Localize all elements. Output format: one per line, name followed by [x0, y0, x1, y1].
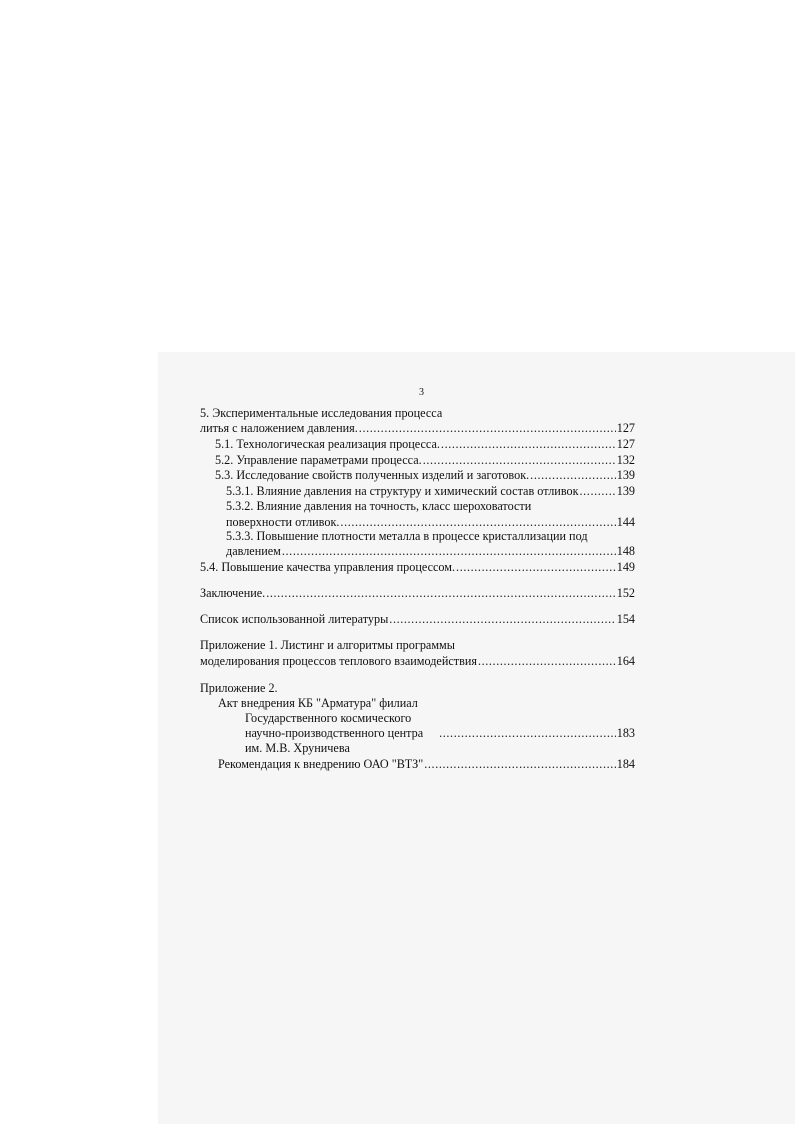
toc-entry-5-3 [215, 468, 635, 482]
leader-dots [530, 468, 616, 482]
toc-appendix-2-act-line2: Государственного космического [245, 711, 412, 725]
toc-entry-label: Заключение. [200, 586, 266, 600]
toc-appendix-2-act-line1: Акт внедрения КБ "Арматура" филиал [218, 696, 418, 710]
toc-page-number: 148 [616, 544, 635, 558]
toc-appendix-2-title: Приложение 2. [200, 681, 278, 695]
leader-dots [439, 726, 616, 740]
toc-page-number: 139 [616, 484, 635, 498]
toc-entry-label: 5.3. Исследование свойств полученных изделий и заготовок. [215, 468, 530, 482]
leader-dots [340, 515, 615, 529]
leader-dots [580, 484, 616, 498]
toc-page-number: 144 [616, 515, 635, 529]
leader-dots [441, 437, 616, 451]
toc-page-number: 152 [616, 586, 635, 600]
toc-entry-label: литья с наложением давления. [200, 421, 358, 435]
toc-entry-label: 5.3.1. Влияние давления на структуру и химический состав отливок [226, 484, 579, 498]
toc-entry-5-3-3-title: 5.3.3. Повышение плотности металла в процессе кристаллизации под [226, 529, 588, 543]
toc-page-number: 149 [616, 560, 635, 574]
toc-entry-label: 5.1. Технологическая реализация процесса. [215, 437, 440, 451]
toc-entry-5-3-2-title: 5.3.2. Влияние давления на точность, класс шероховатости [226, 499, 532, 513]
toc-entry-5-4 [200, 560, 635, 574]
toc-page-number: 127 [616, 421, 635, 435]
toc-entry-label: давлением [226, 544, 281, 558]
leader-dots [359, 421, 616, 435]
toc-appendix-2-act-line4: им. М.В. Хруничева [245, 741, 350, 755]
toc-page-number: 127 [616, 437, 635, 451]
leader-dots [456, 560, 616, 574]
toc-entry-appendix-2-act [245, 726, 635, 740]
toc-entry-5-2 [215, 453, 635, 467]
toc-page-number: 184 [616, 757, 635, 771]
toc-entry-5-3-1 [226, 484, 635, 498]
toc-entry-label: 5.2. Управление параметрами процесса. [215, 453, 422, 467]
toc-page-number: 139 [616, 468, 635, 482]
leader-dots [282, 544, 616, 558]
toc-page-number: 132 [616, 453, 635, 467]
page-number: 3 [419, 387, 424, 398]
toc-entry-label: Рекомендация к внедрению ОАО "ВТЗ" [218, 757, 424, 771]
toc-entry-references [200, 612, 635, 626]
toc-entry-label: моделирования процессов теплового взаимодействия [200, 654, 477, 668]
toc-appendix-1-title: Приложение 1. Листинг и алгоритмы программы [200, 638, 455, 652]
toc-entry-label: Список использованной литературы [200, 612, 389, 626]
leader-dots [266, 586, 616, 600]
leader-dots [478, 654, 616, 668]
toc-entry-5-1 [215, 437, 635, 451]
toc-chapter-5-title: 5. Экспериментальные исследования процесса [200, 406, 443, 420]
toc-page-number: 164 [616, 654, 635, 668]
toc-entry-5-3-3 [226, 544, 635, 558]
toc-entry-appendix-1 [200, 654, 635, 668]
toc-entry-chapter-5 [200, 421, 635, 435]
toc-entry-appendix-2-recommendation [218, 757, 635, 771]
toc-entry-label: поверхности отливок. [226, 515, 340, 529]
toc-page-number: 154 [616, 612, 635, 626]
leader-dots [424, 757, 615, 771]
toc-page-number: 183 [616, 726, 635, 740]
toc-entry-5-3-2 [226, 515, 635, 529]
toc-entry-label: научно-производственного центра [245, 726, 424, 740]
leader-dots [423, 453, 616, 467]
leader-dots [389, 612, 615, 626]
toc-entry-label: 5.4. Повышение качества управления процессом. [200, 560, 456, 574]
toc-entry-conclusion [200, 586, 635, 600]
